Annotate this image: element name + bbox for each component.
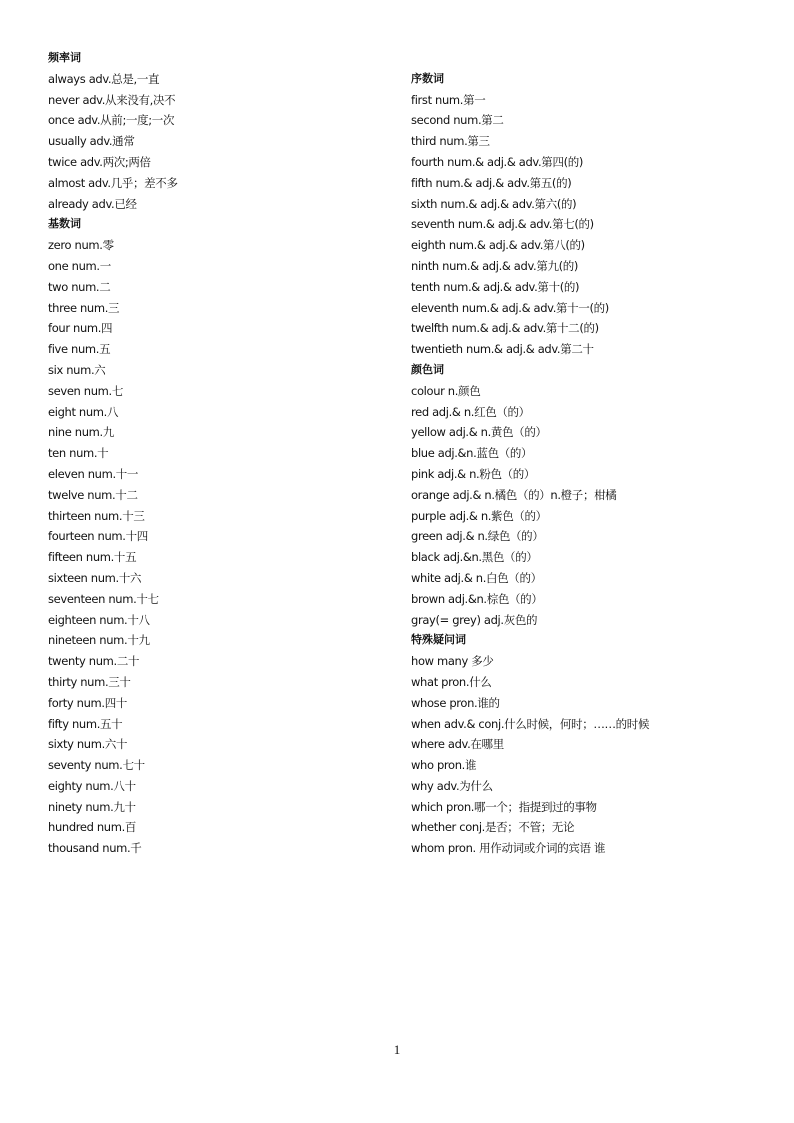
vocab-entry: forty num.四十 <box>48 695 128 710</box>
vocab-entry: fifth num.& adj.& adv.第五(的) <box>411 175 572 190</box>
vocab-entry: eighteen num.十八 <box>48 612 150 627</box>
left-column <box>48 48 388 859</box>
vocab-entry: which pron.哪一个；指提到过的事物 <box>411 799 597 814</box>
vocab-entry: orange adj.& n.橘色（的）n.橙子；柑橘 <box>411 487 617 502</box>
section-heading: 序数词 <box>411 71 444 85</box>
vocab-entry: whom pron. 用作动词或介词的宾语 谁 <box>411 841 606 856</box>
vocab-entry: gray(= grey) adj.灰色的 <box>411 612 538 627</box>
vocab-entry: seven num.七 <box>48 383 123 398</box>
vocab-entry: where adv.在哪里 <box>411 737 504 752</box>
vocab-entry: white adj.& n.白色（的） <box>411 570 542 585</box>
page-number: 1 <box>393 1042 401 1057</box>
section-heading: 特殊疑问词 <box>411 633 466 647</box>
vocab-entry: one num.一 <box>48 258 111 273</box>
vocab-entry: first num.第一 <box>411 92 486 107</box>
vocab-entry: third num.第三 <box>411 134 490 149</box>
section-heading: 基数词 <box>48 217 81 231</box>
vocab-entry: who pron.谁 <box>411 758 477 773</box>
vocab-entry: once adv.从前;一度;一次 <box>48 113 175 128</box>
vocab-entry: sixth num.& adj.& adv.第六(的) <box>411 196 577 211</box>
vocab-entry <box>411 48 771 69</box>
vocab-entry: six num.六 <box>48 362 106 377</box>
vocab-entry: black adj.&n.黑色（的） <box>411 550 538 565</box>
vocab-entry: twelfth num.& adj.& adv.第十二(的) <box>411 321 599 336</box>
vocab-entry: whose pron.谁的 <box>411 695 500 710</box>
vocab-entry: usually adv.通常 <box>48 134 135 149</box>
vocab-entry: what pron.什么 <box>411 674 492 689</box>
vocab-entry: eleven num.十一 <box>48 466 139 481</box>
vocab-entry: eleventh num.& adj.& adv.第十一(的) <box>411 300 609 315</box>
vocab-entry: twelve num.十二 <box>48 487 138 502</box>
vocab-entry: whether conj.是否；不管；无论 <box>411 820 575 835</box>
vocab-entry: fourteen num.十四 <box>48 529 148 544</box>
vocab-entry: pink adj.& n.粉色（的） <box>411 466 536 481</box>
vocab-entry: fifteen num.十五 <box>48 550 137 565</box>
vocab-entry: nineteen num.十九 <box>48 633 150 648</box>
vocab-entry: hundred num.百 <box>48 820 137 835</box>
vocab-entry: tenth num.& adj.& adv.第十(的) <box>411 279 580 294</box>
vocab-entry: colour n.颜色 <box>411 383 481 398</box>
vocab-entry: green adj.& n.绿色（的） <box>411 529 544 544</box>
vocab-entry: fifty num.五十 <box>48 716 123 731</box>
vocab-entry: sixty num.六十 <box>48 737 128 752</box>
vocab-entry: seventh num.& adj.& adv.第七(的) <box>411 217 594 232</box>
vocab-entry: thirty num.三十 <box>48 674 131 689</box>
vocab-entry: seventy num.七十 <box>48 758 145 773</box>
vocab-entry: always adv.总是,一直 <box>48 71 160 86</box>
section-heading: 颜色词 <box>411 362 444 376</box>
vocab-entry: already adv.已经 <box>48 196 137 211</box>
vocab-entry: almost adv.几乎；差不多 <box>48 175 178 190</box>
section-heading: 频率词 <box>48 51 81 64</box>
vocab-entry: when adv.& conj.什么时候，何时；……的时候 <box>411 716 650 731</box>
vocab-entry: three num.三 <box>48 300 120 315</box>
vocab-entry: twenty num.二十 <box>48 654 140 669</box>
vocab-entry: red adj.& n.红色（的） <box>411 404 530 419</box>
vocab-entry: five num.五 <box>48 342 111 357</box>
vocab-entry: never adv.从来没有,决不 <box>48 92 176 107</box>
vocab-entry: ten num.十 <box>48 446 109 461</box>
vocab-entry: eighth num.& adj.& adv.第八(的) <box>411 238 585 253</box>
vocab-entry: fourth num.& adj.& adv.第四(的) <box>411 154 584 169</box>
vocab-entry: ninth num.& adj.& adv.第九(的) <box>411 258 579 273</box>
vocab-entry: sixteen num.十六 <box>48 570 142 585</box>
vocab-entry: purple adj.& n.紫色（的） <box>411 508 547 523</box>
vocab-entry: twice adv.两次;两倍 <box>48 154 151 169</box>
vocab-entry: nine num.九 <box>48 425 114 440</box>
vocab-entry: twentieth num.& adj.& adv.第二十 <box>411 342 594 357</box>
vocab-entry: ninety num.九十 <box>48 799 136 814</box>
vocab-entry: two num.二 <box>48 279 111 294</box>
vocab-entry: eighty num.八十 <box>48 778 136 793</box>
vocab-entry: blue adj.&n.蓝色（的） <box>411 446 533 461</box>
vocab-entry: brown adj.&n.棕色（的） <box>411 591 543 606</box>
vocab-entry: second num.第二 <box>411 113 504 128</box>
vocab-entry: why adv.为什么 <box>411 778 493 793</box>
vocab-entry: thousand num.千 <box>48 841 142 856</box>
vocab-entry: eight num.八 <box>48 404 119 419</box>
right-column <box>411 48 771 859</box>
vocab-entry: yellow adj.& n.黄色（的） <box>411 425 547 440</box>
vocab-entry: zero num.零 <box>48 238 114 253</box>
vocab-entry: seventeen num.十七 <box>48 591 159 606</box>
vocab-entry: how many 多少 <box>411 654 494 669</box>
vocab-entry: thirteen num.十三 <box>48 508 145 523</box>
vocab-entry: four num.四 <box>48 321 113 336</box>
